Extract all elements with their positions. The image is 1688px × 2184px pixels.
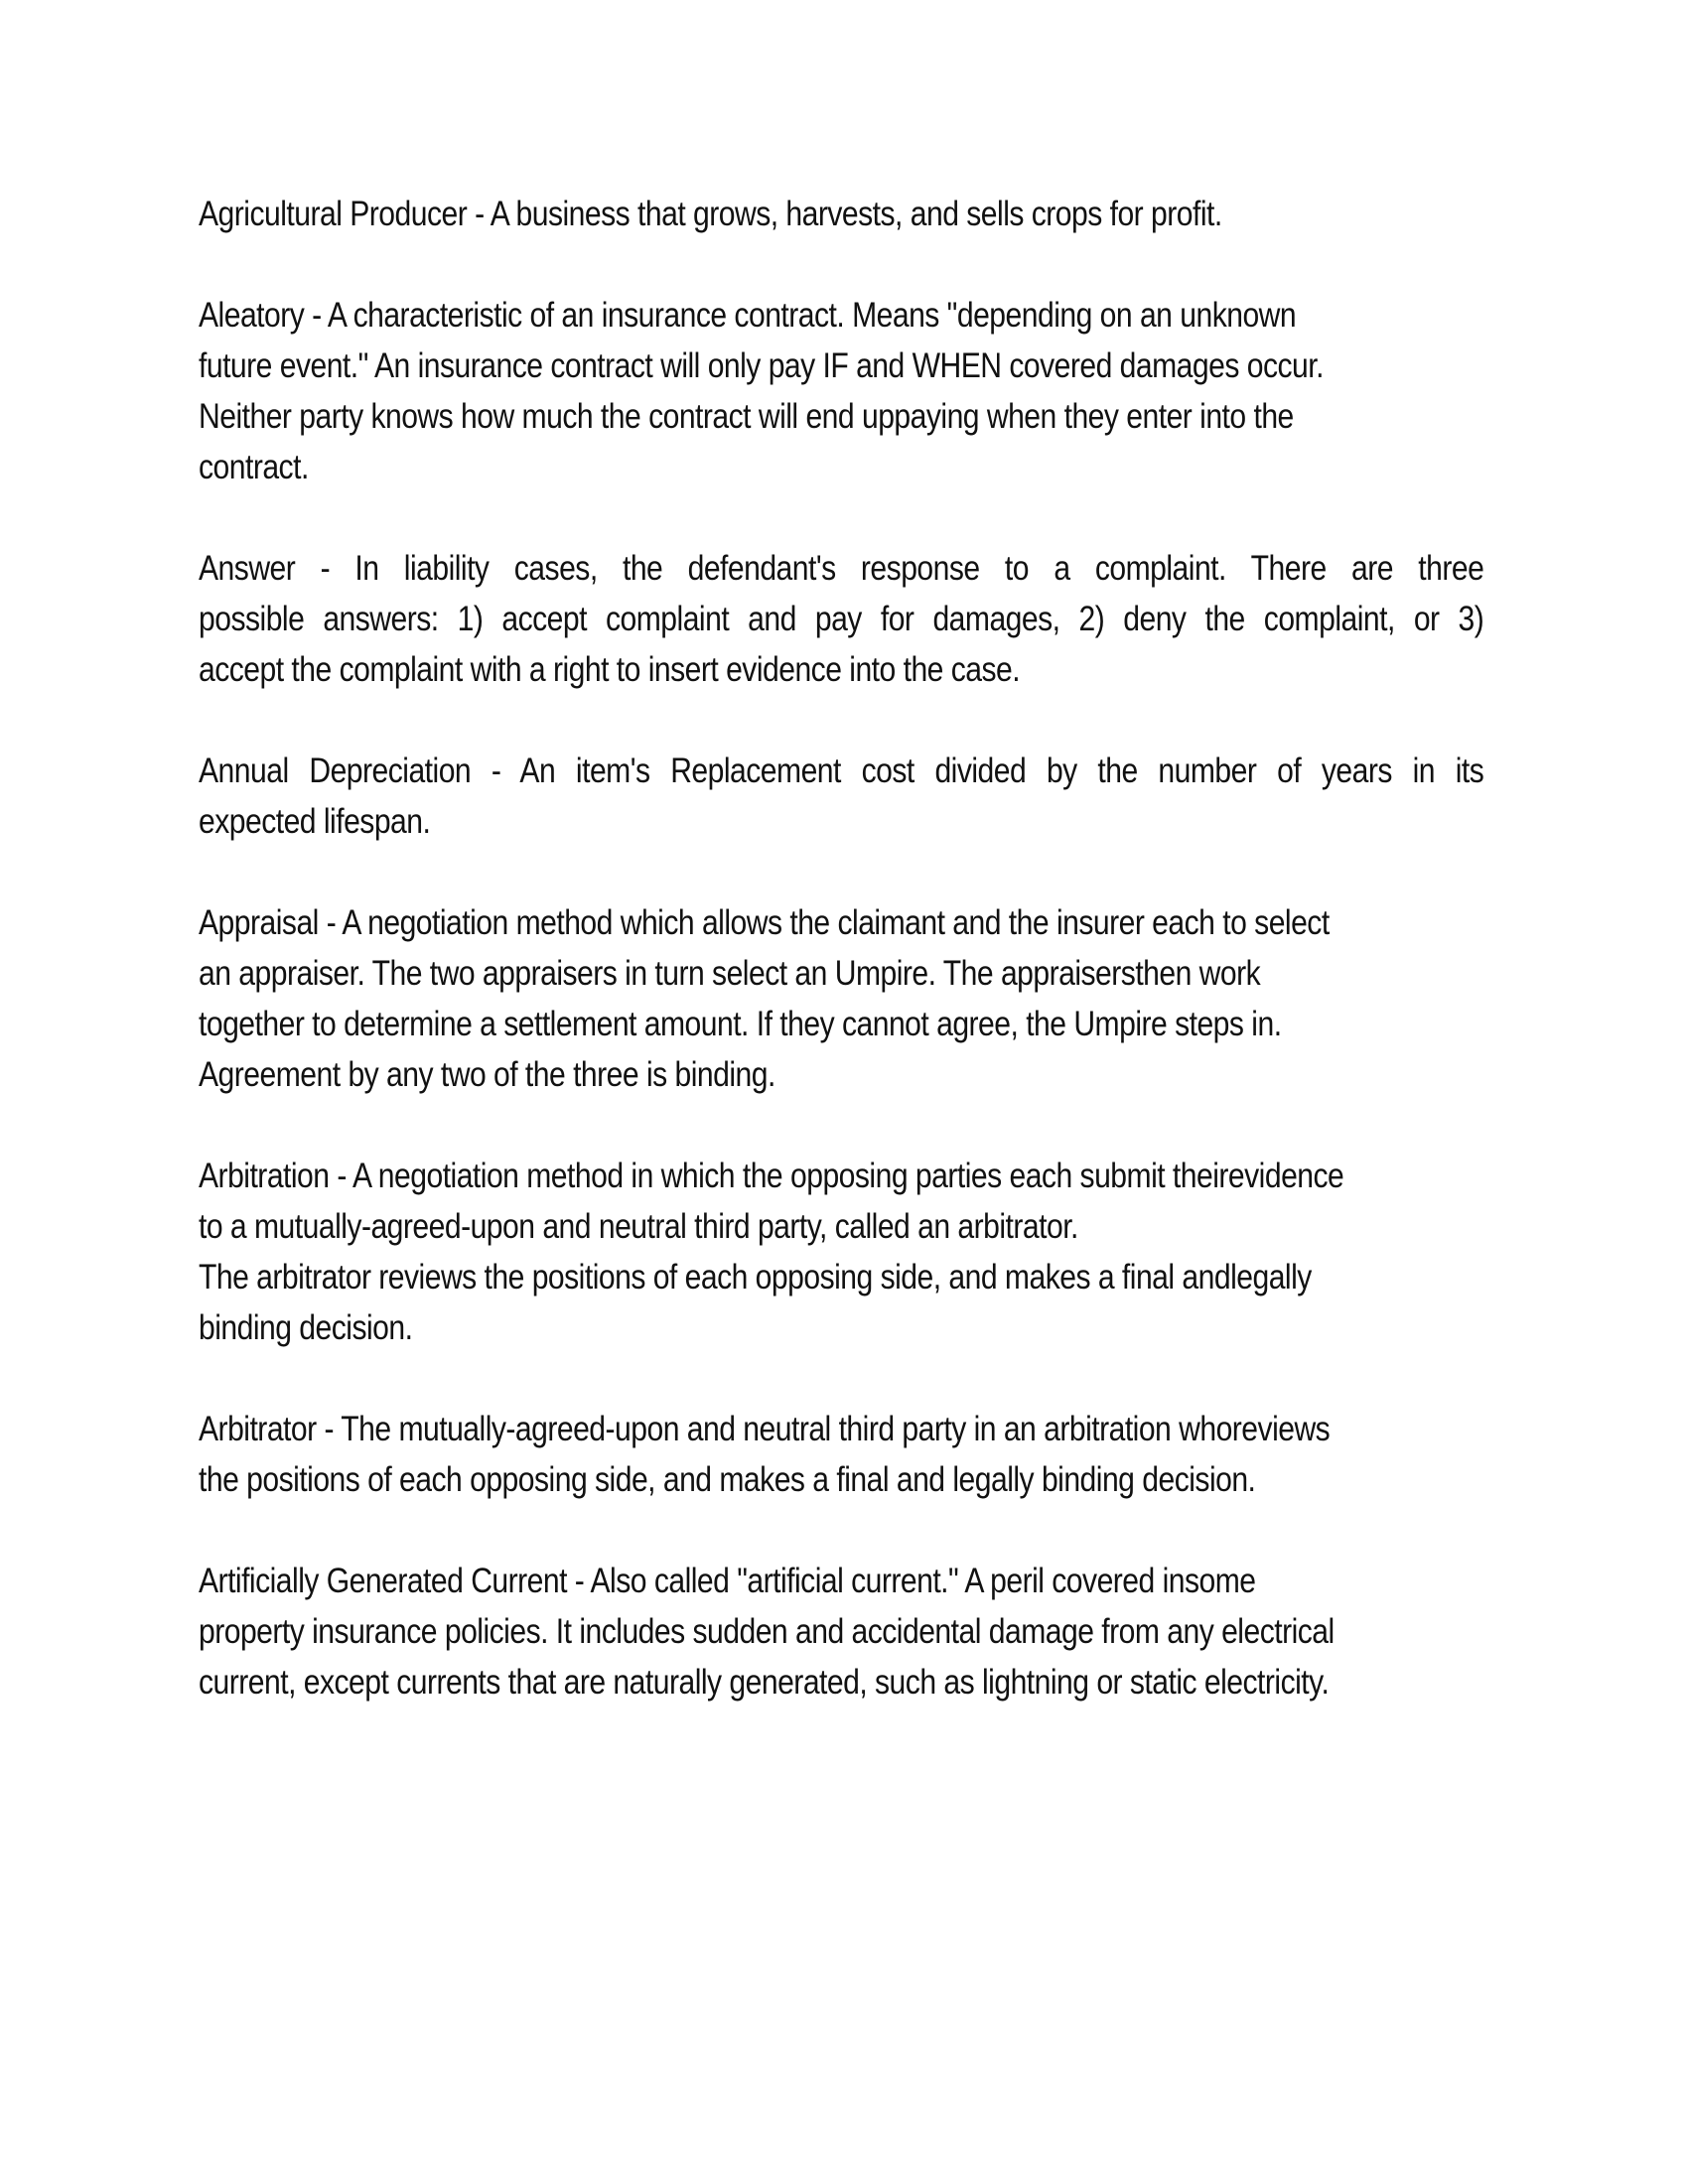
glossary-entry-agricultural-producer	[199, 189, 1483, 239]
glossary-body	[199, 189, 1484, 1758]
entry-line: Aleatory - A characteristic of an insurance contract. Means "depending on an unknown	[199, 296, 1297, 335]
entry-line: The arbitrator reviews the positions of each opposing side, and makes a final andlegally	[199, 1258, 1312, 1297]
entry-line: possible answers: 1) accept complaint and pay for damages, 2) deny the complaint, or 3)	[199, 600, 1484, 638]
entry-line: the positions of each opposing side, and makes a final and legally binding decision.	[199, 1460, 1256, 1499]
entry-line: Arbitration - A negotiation method in which the opposing parties each submit theirevidence	[199, 1157, 1344, 1195]
entry-line: expected lifespan.	[199, 802, 431, 841]
glossary-entry-aleatory	[199, 290, 1483, 492]
entry-line: Answer - In liability cases, the defendant's response to a complaint. There are three	[199, 549, 1484, 588]
entry-line: accept the complaint with a right to insert evidence into the case.	[199, 650, 1021, 689]
glossary-entry-appraisal	[199, 897, 1483, 1100]
entry-line: contract.	[199, 448, 309, 486]
glossary-entry-arbitrator	[199, 1404, 1483, 1505]
entry-line: binding decision.	[199, 1308, 413, 1347]
entry-line: future event." An insurance contract will only pay IF and WHEN covered damages occur.	[199, 346, 1324, 385]
glossary-entry-artificially-generated-current	[199, 1556, 1483, 1707]
entry-line: property insurance policies. It includes sudden and accidental damage from any electrical	[199, 1612, 1335, 1651]
glossary-entry-annual-depreciation	[199, 746, 1483, 847]
entry-line: Arbitrator - The mutually-agreed-upon and neutral third party in an arbitration whoreviews	[199, 1410, 1331, 1448]
entry-line: Artificially Generated Current - Also called "artificial current." A peril covered insome	[199, 1562, 1256, 1600]
entry-line: an appraiser. The two appraisers in turn select an Umpire. The appraisersthen work	[199, 954, 1261, 993]
glossary-entry-arbitration	[199, 1151, 1483, 1353]
entry-line: to a mutually-agreed-upon and neutral third party, called an arbitrator.	[199, 1207, 1078, 1246]
entry-line: Annual Depreciation - An item's Replacement cost divided by the number of years in its	[199, 751, 1484, 790]
entry-line: together to determine a settlement amount. If they cannot agree, the Umpire steps in.	[199, 1005, 1282, 1043]
glossary-entry-answer	[199, 543, 1483, 695]
entry-line: Appraisal - A negotiation method which allows the claimant and the insurer each to select	[199, 903, 1330, 942]
entry-line: current, except currents that are naturally generated, such as lightning or static electricity.	[199, 1663, 1330, 1702]
entry-line: Agreement by any two of the three is binding.	[199, 1055, 775, 1094]
entry-line: Agricultural Producer - A business that grows, harvests, and sells crops for profit.	[199, 195, 1222, 233]
entry-line: Neither party knows how much the contract will end uppaying when they enter into the	[199, 397, 1294, 436]
